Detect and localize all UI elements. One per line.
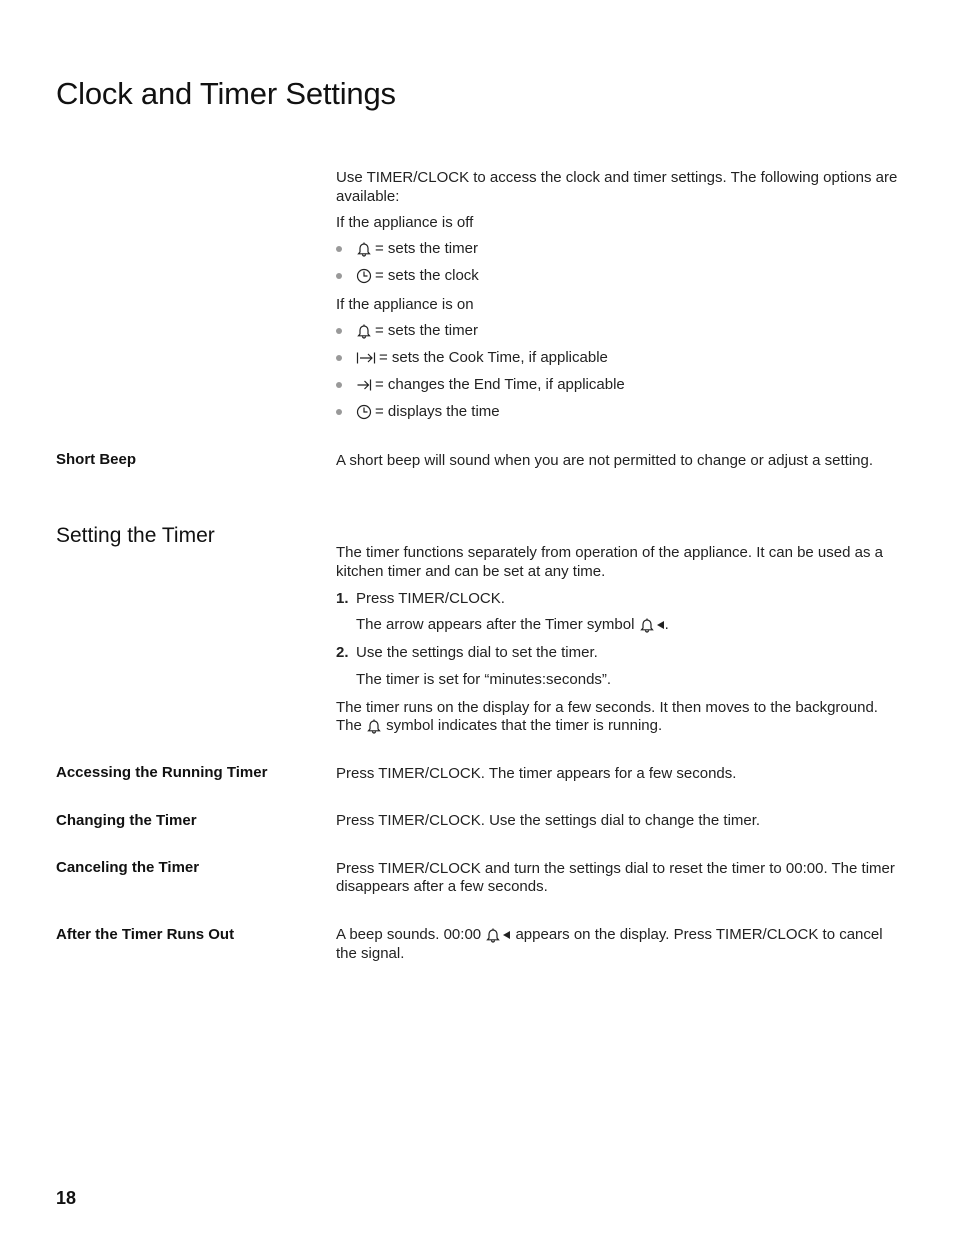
bullet-text: = displays the time xyxy=(375,403,500,420)
step-1 xyxy=(336,590,505,607)
outro-text-end: symbol indicates that the timer is running. xyxy=(382,717,663,734)
step-2 xyxy=(336,644,598,661)
bell-icon xyxy=(485,927,501,943)
bullet-dot xyxy=(336,246,342,252)
outro-text: The xyxy=(336,717,367,734)
runs-out-text: A beep sounds. 00:00 xyxy=(336,926,486,943)
bullet-dot xyxy=(336,273,342,279)
cook-time-icon xyxy=(356,350,376,366)
setting-timer-heading: Setting the Timer xyxy=(56,524,215,547)
step-result-text: The arrow appears after the Timer symbol xyxy=(356,616,639,633)
arrow-left-icon xyxy=(501,927,511,943)
accessing-timer-heading: Accessing the Running Timer xyxy=(56,764,268,781)
bell-icon xyxy=(356,323,372,339)
runs-out-text-end: appears on the display. Press TIMER/CLOCK to cancel xyxy=(511,926,883,943)
short-beep-heading: Short Beep xyxy=(56,451,137,468)
setting-timer-outro: The timer runs on the display for a few seconds. It then moves to the background. xyxy=(336,699,878,716)
step-number: 2. xyxy=(336,644,349,661)
end-time-icon xyxy=(356,377,372,393)
clock-icon xyxy=(356,268,372,284)
page-number: 18 xyxy=(56,1188,77,1208)
step-text: Use the settings dial to set the timer. xyxy=(356,644,598,661)
step-text: Press TIMER/CLOCK. xyxy=(356,590,505,607)
bullet-text: = sets the timer xyxy=(375,322,478,339)
bullet-text: = sets the Cook Time, if applicable xyxy=(379,349,608,366)
page-title: Clock and Timer Settings xyxy=(56,76,396,111)
arrow-left-icon xyxy=(655,617,665,633)
appliance-on-label: If the appliance is on xyxy=(336,296,474,313)
clock-timer-intro: Use TIMER/CLOCK to access the clock and timer settings. The following options are available: xyxy=(336,169,898,205)
accessing-timer-text: Press TIMER/CLOCK. The timer appears for a few seconds. xyxy=(336,765,737,782)
appliance-off-label: If the appliance is off xyxy=(336,214,474,231)
short-beep-text: A short beep will sound when you are not permitted to change or adjust a setting. xyxy=(336,452,873,469)
step-number: 1. xyxy=(336,590,349,607)
bullet-dot xyxy=(336,328,342,334)
canceling-timer-text-2: disappears after a few seconds. xyxy=(336,878,548,895)
timer-runs-out-text xyxy=(336,925,898,944)
changing-timer-text: Press TIMER/CLOCK. Use the settings dial to change the timer. xyxy=(336,812,761,829)
bullet-dot xyxy=(336,382,342,388)
bullet-text: = sets the timer xyxy=(375,240,478,257)
setting-timer-intro: The timer functions separately from operation of the appliance. It can be used as a kitchen timer and can be set at any time. xyxy=(336,544,883,580)
timer-runs-out-heading: After the Timer Runs Out xyxy=(56,926,235,943)
step-2-result: The timer is set for “minutes:seconds”. xyxy=(356,671,612,688)
bullet-dot xyxy=(336,409,342,415)
bullet-text: = sets the clock xyxy=(375,267,479,284)
canceling-timer-text: Press TIMER/CLOCK and turn the settings dial to reset the timer to 00:00. The timer xyxy=(336,860,895,877)
bell-icon xyxy=(366,718,382,734)
step-result-end: . xyxy=(664,616,669,633)
clock-icon xyxy=(356,404,372,420)
step-1-result xyxy=(356,616,669,633)
changing-timer-heading: Changing the Timer xyxy=(56,812,197,829)
setting-timer-outro-line2 xyxy=(336,716,898,735)
bullet-dot xyxy=(336,355,342,361)
bell-icon xyxy=(356,241,372,257)
canceling-timer-heading: Canceling the Timer xyxy=(56,859,200,876)
bullet-text: = changes the End Time, if applicable xyxy=(375,376,625,393)
bell-icon xyxy=(639,617,655,633)
timer-runs-out-text-2: the signal. xyxy=(336,945,405,962)
